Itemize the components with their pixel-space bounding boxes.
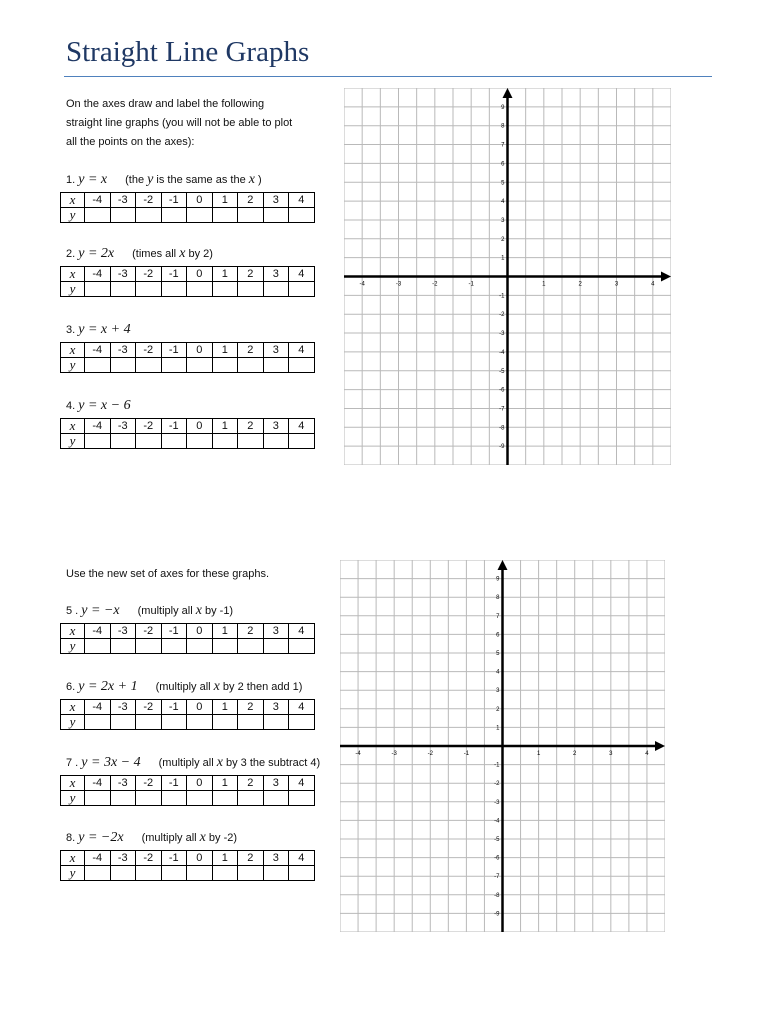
x-value-cell: 2 (238, 193, 264, 208)
y-header: y (61, 282, 85, 297)
equation: y = 2x (78, 246, 115, 261)
y-header: y (61, 791, 85, 806)
y-answer-cell[interactable] (136, 282, 162, 297)
x-tick-label: 3 (614, 281, 619, 288)
y-answer-cell[interactable] (289, 791, 315, 806)
x-value-cell: 4 (289, 776, 315, 791)
x-row (61, 193, 315, 208)
y-axis-arrow (503, 88, 513, 98)
y-answer-cell[interactable] (85, 282, 111, 297)
x-value-cell: 3 (263, 700, 289, 715)
y-answer-cell[interactable] (85, 434, 111, 449)
y-answer-cell[interactable] (85, 866, 111, 881)
note-text: by 2) (185, 248, 213, 260)
xy-table (60, 699, 315, 730)
x-value-cell: 2 (238, 343, 264, 358)
y-tick-label: -6 (494, 855, 500, 862)
y-answer-cell[interactable] (110, 715, 136, 730)
y-answer-cell[interactable] (263, 791, 289, 806)
y-tick-label: 9 (496, 576, 500, 583)
note-variable: x (195, 603, 202, 618)
y-answer-cell[interactable] (85, 639, 111, 654)
x-value-cell: -2 (136, 624, 162, 639)
y-answer-cell[interactable] (238, 715, 264, 730)
x-value-cell: 2 (238, 624, 264, 639)
note-text: by 3 the subtract 4) (222, 757, 321, 769)
y-answer-cell[interactable] (289, 639, 315, 654)
x-header: x (61, 851, 85, 866)
x-value-cell: 4 (289, 193, 315, 208)
note-variable: x (248, 172, 255, 187)
x-tick-label: -4 (359, 281, 365, 288)
x-value-cell: 0 (187, 343, 213, 358)
x-value-cell: -3 (110, 419, 136, 434)
x-header: x (61, 343, 85, 358)
y-answer-cell[interactable] (263, 639, 289, 654)
y-tick-label: 8 (496, 595, 500, 602)
y-answer-cell[interactable] (289, 208, 315, 223)
y-answer-cell[interactable] (110, 358, 136, 373)
x-value-cell: -4 (85, 624, 111, 639)
x-value-cell: -4 (85, 419, 111, 434)
y-tick-label: 5 (496, 651, 500, 657)
x-value-cell: 3 (263, 343, 289, 358)
y-tick-label: -7 (499, 406, 505, 413)
y-answer-cell[interactable] (161, 434, 187, 449)
section2-intro: Use the new set of axes for these graphs. (66, 568, 270, 580)
y-answer-cell[interactable] (212, 639, 238, 654)
x-row (61, 343, 315, 358)
question-number: 1. (66, 174, 76, 186)
question-heading (66, 398, 149, 414)
y-answer-cell[interactable] (187, 639, 213, 654)
equation: y = x (78, 172, 108, 187)
x-header: x (61, 700, 85, 715)
y-answer-cell[interactable] (187, 715, 213, 730)
y-tick-label: -3 (494, 799, 500, 806)
intro-line: straight line graphs (you will not be able to plot (66, 117, 293, 129)
x-value-cell: -2 (136, 851, 162, 866)
x-tick-label: 4 (645, 751, 649, 757)
instruction-note (159, 757, 321, 769)
question-number: 6. (66, 681, 76, 693)
y-header: y (61, 208, 85, 223)
y-answer-cell[interactable] (238, 208, 264, 223)
xy-table (60, 775, 315, 806)
x-tick-label: 1 (542, 281, 546, 288)
y-row (61, 434, 315, 449)
question-number: 5 . (66, 605, 79, 617)
y-answer-cell[interactable] (212, 208, 238, 223)
x-value-cell: 2 (238, 700, 264, 715)
y-answer-cell[interactable] (238, 434, 264, 449)
x-value-cell: -1 (161, 193, 187, 208)
y-answer-cell[interactable] (212, 358, 238, 373)
note-variable: x (199, 830, 206, 845)
y-answer-cell[interactable] (289, 358, 315, 373)
x-axis-arrow (655, 741, 665, 751)
question-heading (66, 246, 213, 262)
x-value-cell: 0 (187, 419, 213, 434)
x-value-cell: -2 (136, 700, 162, 715)
x-value-cell: 1 (212, 851, 238, 866)
x-row (61, 776, 315, 791)
y-answer-cell[interactable] (85, 791, 111, 806)
y-answer-cell[interactable] (212, 715, 238, 730)
y-row (61, 791, 315, 806)
question-heading (66, 172, 262, 188)
y-answer-cell[interactable] (263, 434, 289, 449)
y-tick-label: -4 (499, 349, 505, 356)
y-tick-label: -5 (494, 837, 500, 843)
x-row (61, 700, 315, 715)
y-answer-cell[interactable] (161, 791, 187, 806)
x-header: x (61, 776, 85, 791)
instruction-note (125, 174, 262, 186)
equation: y = x + 4 (78, 322, 131, 337)
title-divider (64, 76, 712, 77)
question-number: 3. (66, 324, 76, 336)
x-value-cell: 0 (187, 624, 213, 639)
x-value-cell: -3 (110, 624, 136, 639)
y-answer-cell[interactable] (161, 208, 187, 223)
question-number: 4. (66, 400, 76, 412)
y-answer-cell[interactable] (212, 866, 238, 881)
note-text: (the (125, 174, 148, 186)
x-value-cell: 4 (289, 267, 315, 282)
equation: y = −2x (78, 830, 124, 845)
question-heading (66, 679, 302, 695)
y-answer-cell[interactable] (161, 715, 187, 730)
x-value-cell: -4 (85, 193, 111, 208)
equation: y = 2x + 1 (78, 679, 138, 694)
x-value-cell: 2 (238, 851, 264, 866)
x-tick-label: 1 (536, 751, 541, 757)
x-value-cell: -1 (161, 267, 187, 282)
y-tick-label: 1 (496, 725, 500, 732)
y-tick-label: -6 (499, 387, 505, 394)
y-tick-label: -8 (494, 892, 500, 899)
x-tick-label: -3 (395, 281, 402, 288)
y-tick-label: 5 (501, 180, 505, 187)
section1-intro (66, 95, 292, 152)
y-axis-arrow (498, 560, 508, 570)
y-answer-cell[interactable] (212, 434, 238, 449)
axes-grid-1 (344, 88, 671, 465)
x-value-cell: -4 (85, 343, 111, 358)
x-value-cell: -2 (136, 193, 162, 208)
question-heading (66, 755, 320, 771)
x-value-cell: 2 (238, 267, 264, 282)
question-number: 8. (66, 832, 76, 844)
x-value-cell: -1 (161, 419, 187, 434)
y-answer-cell[interactable] (212, 791, 238, 806)
y-answer-cell[interactable] (110, 208, 136, 223)
y-answer-cell[interactable] (187, 791, 213, 806)
x-value-cell: 4 (289, 419, 315, 434)
y-header: y (61, 715, 85, 730)
y-answer-cell[interactable] (238, 282, 264, 297)
xy-table (60, 418, 315, 449)
question-heading (66, 830, 237, 846)
y-tick-label: -3 (499, 331, 505, 338)
y-header: y (61, 866, 85, 881)
x-header: x (61, 624, 85, 639)
xy-table (60, 192, 315, 223)
note-text: by -1) (201, 605, 234, 617)
x-value-cell: -3 (110, 776, 136, 791)
x-value-cell: -4 (85, 700, 111, 715)
x-value-cell: -3 (110, 700, 136, 715)
x-value-cell: 2 (238, 776, 264, 791)
y-answer-cell[interactable] (212, 282, 238, 297)
y-answer-cell[interactable] (161, 639, 187, 654)
y-answer-cell[interactable] (136, 715, 162, 730)
x-row (61, 851, 315, 866)
x-row (61, 624, 315, 639)
axes-grid-2 (340, 560, 665, 932)
note-text: ) (254, 174, 262, 186)
x-row (61, 267, 315, 282)
y-tick-label: -8 (499, 425, 505, 432)
x-value-cell: 1 (212, 700, 238, 715)
y-row (61, 866, 315, 881)
x-value-cell: -2 (136, 343, 162, 358)
x-tick-label: -1 (463, 751, 470, 757)
y-tick-label: -2 (499, 312, 505, 319)
y-answer-cell[interactable] (187, 866, 213, 881)
y-answer-cell[interactable] (161, 866, 187, 881)
note-text: is the same as the (153, 174, 249, 186)
x-value-cell: 1 (212, 343, 238, 358)
y-answer-cell[interactable] (238, 791, 264, 806)
y-answer-cell[interactable] (136, 434, 162, 449)
x-axis-arrow (661, 272, 671, 282)
x-value-cell: 3 (263, 851, 289, 866)
y-answer-cell[interactable] (85, 208, 111, 223)
y-tick-label: 1 (501, 255, 505, 262)
note-variable: x (216, 755, 223, 770)
y-tick-label: 2 (496, 706, 500, 713)
y-answer-cell[interactable] (110, 791, 136, 806)
y-answer-cell[interactable] (136, 791, 162, 806)
x-value-cell: -2 (136, 419, 162, 434)
y-answer-cell[interactable] (187, 282, 213, 297)
y-tick-label: 4 (501, 199, 505, 206)
intro-line: On the axes draw and label the following (66, 98, 265, 110)
note-text: (multiply all (137, 605, 196, 617)
x-value-cell: 1 (212, 624, 238, 639)
note-text: (multiply all (158, 757, 217, 769)
x-value-cell: 4 (289, 343, 315, 358)
note-text: (multiply all (141, 832, 200, 844)
x-value-cell: 3 (263, 624, 289, 639)
y-answer-cell[interactable] (238, 358, 264, 373)
y-row (61, 715, 315, 730)
y-answer-cell[interactable] (289, 434, 315, 449)
question-number: 2. (66, 248, 76, 260)
x-value-cell: 4 (289, 700, 315, 715)
y-answer-cell[interactable] (263, 208, 289, 223)
x-value-cell: 1 (212, 419, 238, 434)
x-value-cell: -1 (161, 776, 187, 791)
y-tick-label: 3 (501, 217, 505, 224)
x-value-cell: 2 (238, 419, 264, 434)
y-answer-cell[interactable] (289, 715, 315, 730)
x-tick-label: 3 (609, 751, 613, 757)
y-answer-cell[interactable] (161, 282, 187, 297)
y-answer-cell[interactable] (289, 282, 315, 297)
note-text: by -2) (205, 832, 238, 844)
equation: y = 3x − 4 (81, 755, 141, 770)
y-tick-label: -2 (494, 781, 500, 788)
x-value-cell: -4 (85, 776, 111, 791)
x-value-cell: 1 (212, 776, 238, 791)
x-tick-label: 2 (573, 751, 577, 757)
x-value-cell: 0 (187, 776, 213, 791)
y-tick-label: 6 (501, 161, 505, 168)
y-answer-cell[interactable] (110, 282, 136, 297)
x-value-cell: 3 (263, 419, 289, 434)
x-value-cell: -3 (110, 193, 136, 208)
y-tick-label: 8 (501, 123, 505, 130)
instruction-note (156, 681, 303, 693)
y-header: y (61, 434, 85, 449)
y-tick-label: -7 (494, 874, 500, 881)
x-header: x (61, 193, 85, 208)
x-value-cell: 4 (289, 624, 315, 639)
note-text: (multiply all (155, 681, 214, 693)
y-answer-cell[interactable] (136, 358, 162, 373)
y-row (61, 639, 315, 654)
x-tick-label: -2 (432, 281, 438, 288)
x-value-cell: -3 (110, 267, 136, 282)
xy-table (60, 266, 315, 297)
y-answer-cell[interactable] (136, 639, 162, 654)
y-tick-label: -1 (499, 293, 505, 300)
y-answer-cell[interactable] (263, 866, 289, 881)
question-heading (66, 603, 233, 619)
y-tick-label: 2 (501, 236, 505, 243)
y-answer-cell[interactable] (136, 208, 162, 223)
y-row (61, 358, 315, 373)
question-heading (66, 322, 149, 338)
y-answer-cell[interactable] (238, 639, 264, 654)
x-header: x (61, 419, 85, 434)
x-value-cell: 3 (263, 776, 289, 791)
x-value-cell: -1 (161, 624, 187, 639)
y-tick-label: -5 (499, 368, 505, 375)
x-value-cell: -3 (110, 343, 136, 358)
x-value-cell: -2 (136, 267, 162, 282)
y-row (61, 282, 315, 297)
y-answer-cell[interactable] (85, 715, 111, 730)
x-header: x (61, 267, 85, 282)
instruction-note (138, 605, 233, 617)
x-value-cell: -2 (136, 776, 162, 791)
x-value-cell: 1 (212, 193, 238, 208)
y-answer-cell[interactable] (187, 208, 213, 223)
x-tick-label: -4 (355, 751, 361, 757)
x-value-cell: -4 (85, 851, 111, 866)
note-variable: x (179, 246, 186, 261)
y-answer-cell[interactable] (238, 866, 264, 881)
intro-line: all the points on the axes): (66, 136, 195, 148)
y-tick-label: 7 (496, 613, 500, 620)
y-answer-cell[interactable] (110, 866, 136, 881)
instruction-note (142, 832, 237, 844)
xy-table (60, 623, 315, 654)
y-tick-label: 6 (496, 632, 500, 639)
x-value-cell: 3 (263, 267, 289, 282)
x-tick-label: -3 (391, 751, 397, 757)
note-variable: x (213, 679, 220, 694)
x-value-cell: 3 (263, 193, 289, 208)
y-header: y (61, 639, 85, 654)
x-tick-label: 2 (578, 281, 582, 288)
note-variable: y (147, 172, 154, 187)
x-value-cell: -3 (110, 851, 136, 866)
y-answer-cell[interactable] (263, 715, 289, 730)
y-tick-label: -9 (494, 911, 500, 918)
x-value-cell: -4 (85, 267, 111, 282)
x-value-cell: 0 (187, 193, 213, 208)
y-answer-cell[interactable] (85, 358, 111, 373)
y-answer-cell[interactable] (161, 358, 187, 373)
x-value-cell: 0 (187, 851, 213, 866)
y-answer-cell[interactable] (187, 434, 213, 449)
page-title: Straight Line Graphs (66, 36, 310, 68)
y-tick-label: 3 (496, 688, 500, 695)
y-tick-label: -9 (499, 444, 505, 451)
y-row (61, 208, 315, 223)
x-value-cell: 0 (187, 267, 213, 282)
question-number: 7 . (66, 757, 79, 769)
y-tick-label: -4 (494, 818, 500, 825)
x-tick-label: 4 (651, 281, 655, 288)
x-value-cell: 1 (212, 267, 238, 282)
note-text: (times all (132, 248, 180, 260)
xy-table (60, 850, 315, 881)
y-answer-cell[interactable] (110, 639, 136, 654)
y-answer-cell[interactable] (263, 358, 289, 373)
x-tick-label: -1 (468, 281, 474, 288)
y-tick-label: 7 (501, 142, 505, 149)
x-row (61, 419, 315, 434)
y-answer-cell[interactable] (187, 358, 213, 373)
x-value-cell: 0 (187, 700, 213, 715)
equation: y = x − 6 (78, 398, 131, 413)
y-tick-label: -1 (494, 762, 500, 769)
y-answer-cell[interactable] (289, 866, 315, 881)
instruction-note (132, 248, 213, 260)
y-answer-cell[interactable] (110, 434, 136, 449)
y-answer-cell[interactable] (263, 282, 289, 297)
equation: y = −x (81, 603, 120, 618)
x-tick-label: -2 (427, 751, 433, 757)
x-value-cell: 4 (289, 851, 315, 866)
xy-table (60, 342, 315, 373)
note-text: by 2 then add 1) (219, 681, 303, 693)
x-value-cell: -1 (161, 343, 187, 358)
x-value-cell: -1 (161, 851, 187, 866)
y-answer-cell[interactable] (136, 866, 162, 881)
y-tick-label: 9 (501, 104, 505, 111)
y-header: y (61, 358, 85, 373)
x-value-cell: -1 (161, 700, 187, 715)
y-tick-label: 4 (496, 669, 500, 676)
